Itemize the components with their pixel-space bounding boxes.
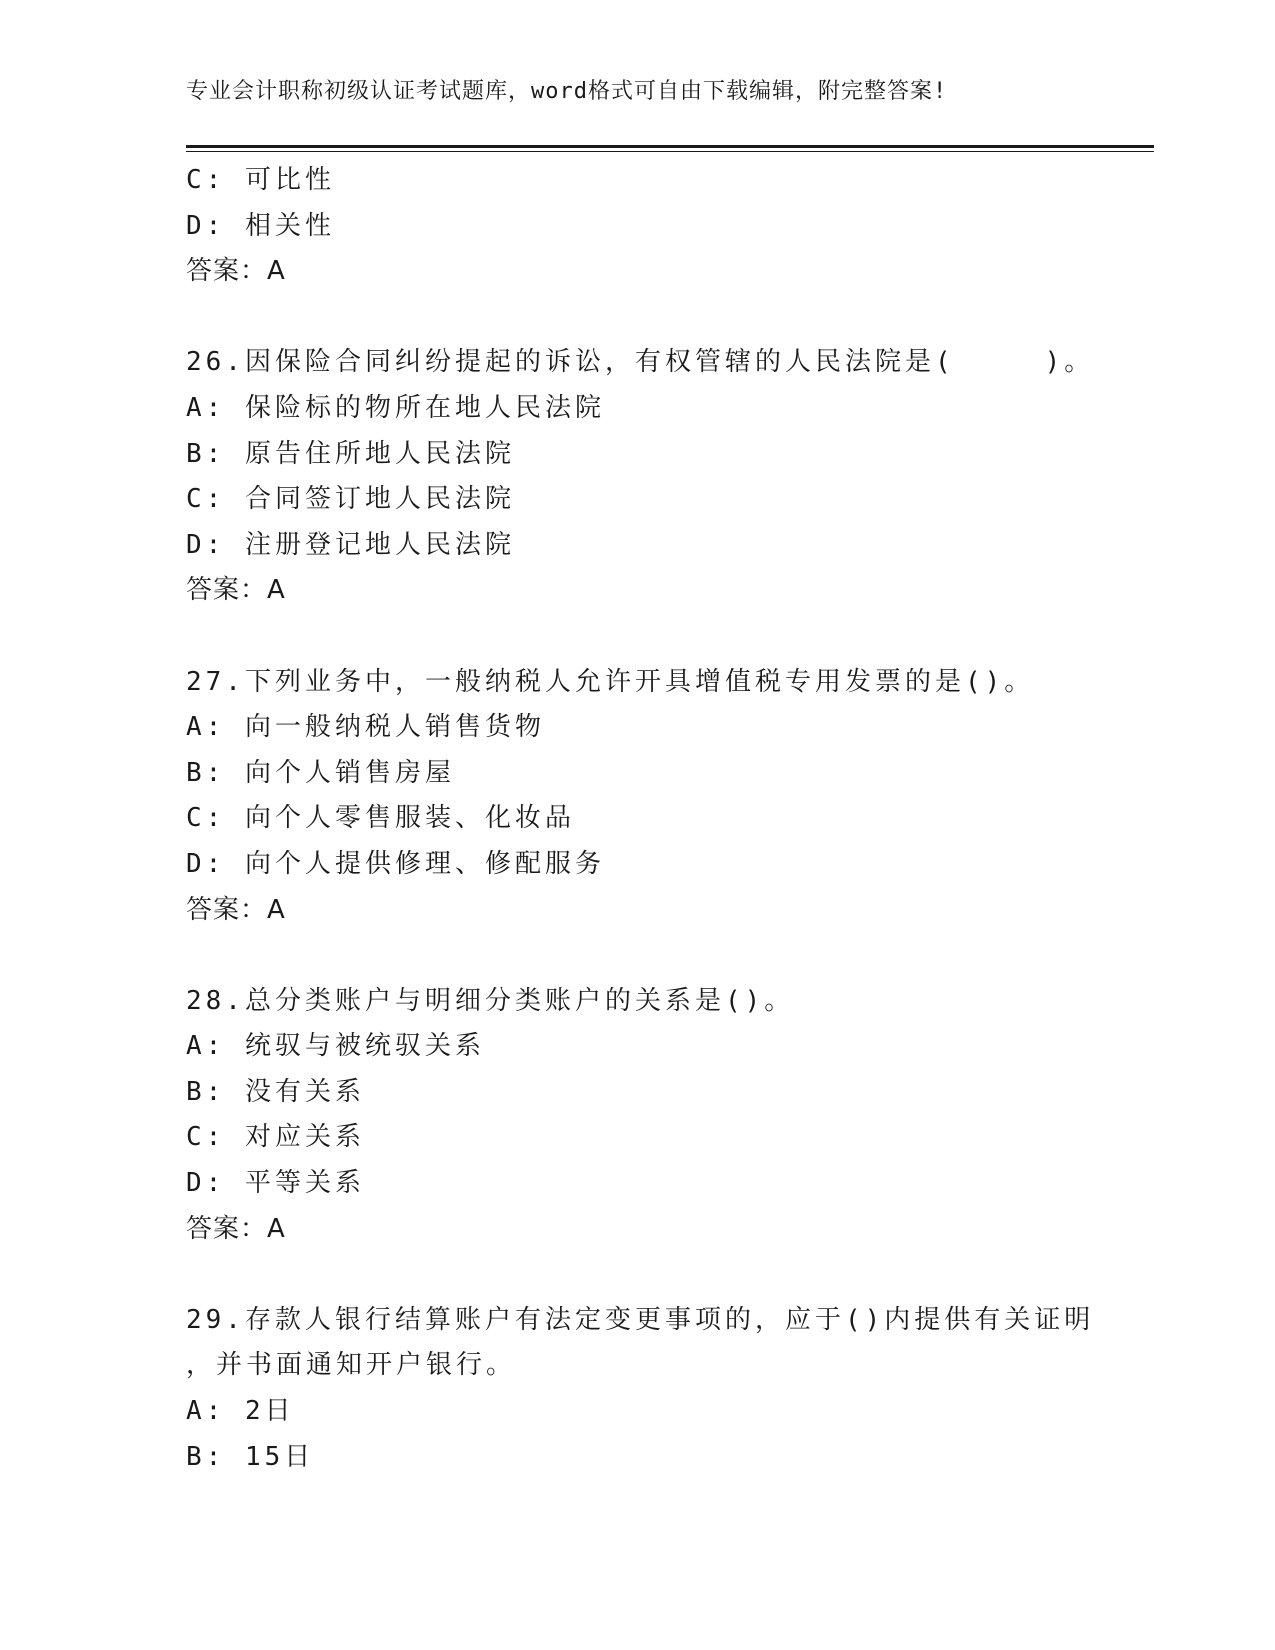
option-b: B: 原告住所地人民法院 [186, 438, 515, 469]
option-c: C: 向个人零售服装、化妆品 [186, 803, 575, 834]
answer: 答案：A [186, 575, 286, 606]
option-b: B: 向个人销售房屋 [186, 757, 455, 788]
option-d: D: 相关性 [186, 210, 335, 241]
option-b: B: 没有关系 [186, 1076, 365, 1107]
question-stem: 27.下列业务中，一般纳税人允许开具增值税专用发票的是()。 [186, 666, 1035, 697]
question-stem: 29.存款人银行结算账户有法定变更事项的，应于()内提供有关证明 [186, 1304, 1095, 1335]
answer: 答案：A [186, 894, 286, 925]
option-a: A: 2日 [186, 1396, 295, 1427]
question-stem: 26.因保险合同纠纷提起的诉讼，有权管辖的人民法院是( )。 [186, 347, 1095, 378]
option-d: D: 向个人提供修理、修配服务 [186, 848, 605, 879]
question-stem-continued: ，并书面通知开户银行。 [186, 1350, 517, 1381]
option-c: C: 对应关系 [186, 1122, 365, 1153]
option-c: C: 可比性 [186, 165, 335, 195]
question-stem: 28.总分类账户与明细分类账户的关系是()。 [186, 985, 795, 1016]
page-header: 专业会计职称初级认证考试题库，word格式可自由下载编辑，附完整答案! [186, 79, 948, 104]
option-a: A: 保险标的物所在地人民法院 [186, 392, 605, 423]
answer: 答案：A [186, 1213, 286, 1244]
header-rule-thin [186, 151, 1154, 152]
option-b: B: 15日 [186, 1441, 315, 1472]
answer: 答案：A [186, 256, 286, 287]
option-c: C: 合同签订地人民法院 [186, 484, 515, 515]
option-a: A: 向一般纳税人销售货物 [186, 712, 545, 743]
option-d: D: 注册登记地人民法院 [186, 529, 515, 560]
option-d: D: 平等关系 [186, 1168, 365, 1199]
header-rule-thick [186, 145, 1154, 148]
option-a: A: 统驭与被统驭关系 [186, 1031, 485, 1062]
question-list [186, 158, 1154, 1480]
